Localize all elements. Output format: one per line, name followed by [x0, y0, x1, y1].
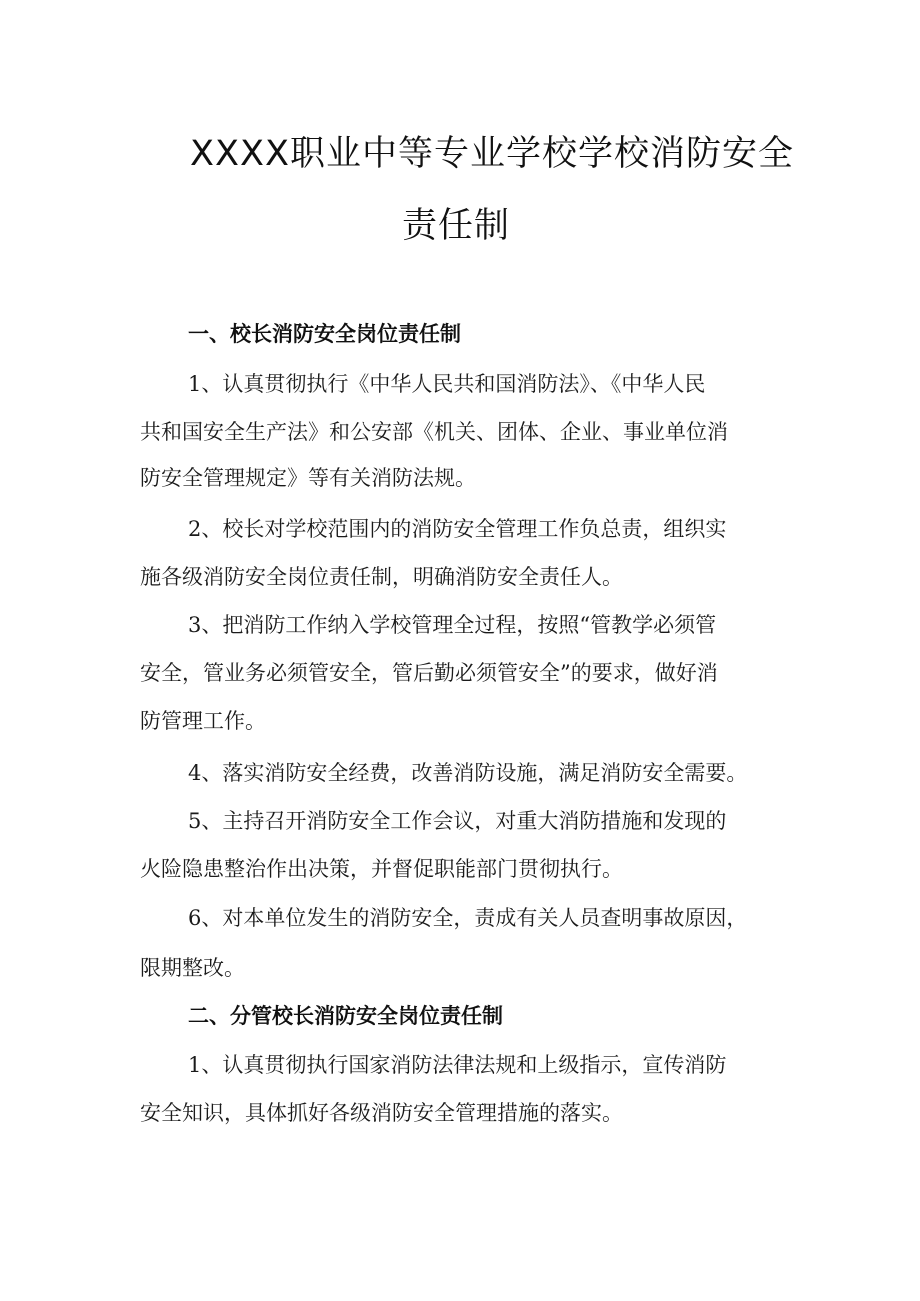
paragraph-line: 施各级消防安全岗位责任制，明确消防安全责任人。 [140, 565, 623, 589]
paragraph-line: 5、主持召开消防安全工作会议，对重大消防措施和发现的 [188, 809, 727, 833]
paragraph-line: 安全，管业务必须管安全，管后勤必须管安全”的要求，做好消 [140, 661, 718, 685]
document-title-line-2: 责任制 [401, 206, 510, 246]
paragraph-line: 防管理工作。 [140, 709, 266, 733]
paragraph-line: 安全知识，具体抓好各级消防安全管理措施的落实。 [140, 1101, 623, 1125]
paragraph-line: 火险隐患整治作出决策，并督促职能部门贯彻执行。 [140, 857, 623, 881]
section-heading-principal: 一、校长消防安全岗位责任制 [188, 322, 461, 346]
section-heading-vice-principal: 二、分管校长消防安全岗位责任制 [188, 1004, 503, 1028]
paragraph-line: 防安全管理规定》等有关消防法规。 [140, 466, 476, 490]
paragraph-line: 2、校长对学校范围内的消防安全管理工作负总责，组织实 [188, 517, 727, 541]
paragraph-line: 共和国安全生产法》和公安部《机关、团体、企业、事业单位消 [140, 420, 728, 444]
paragraph-line: 限期整改。 [140, 956, 245, 980]
document-title-line-1: XXXX职业中等专业学校学校消防安全 [190, 134, 794, 174]
paragraph-line: 1、认真贯彻执行国家消防法律法规和上级指示，宣传消防 [188, 1053, 727, 1077]
paragraph-line: 1、认真贯彻执行《中华人民共和国消防法》、《中华人民 [188, 372, 706, 396]
paragraph-line: 3、把消防工作纳入学校管理全过程，按照“管教学必须管 [188, 613, 717, 637]
paragraph-line: 6、对本单位发生的消防安全，责成有关人员查明事故原因， [188, 906, 748, 930]
paragraph-line: 4、落实消防安全经费，改善消防设施，满足消防安全需要。 [188, 761, 748, 785]
